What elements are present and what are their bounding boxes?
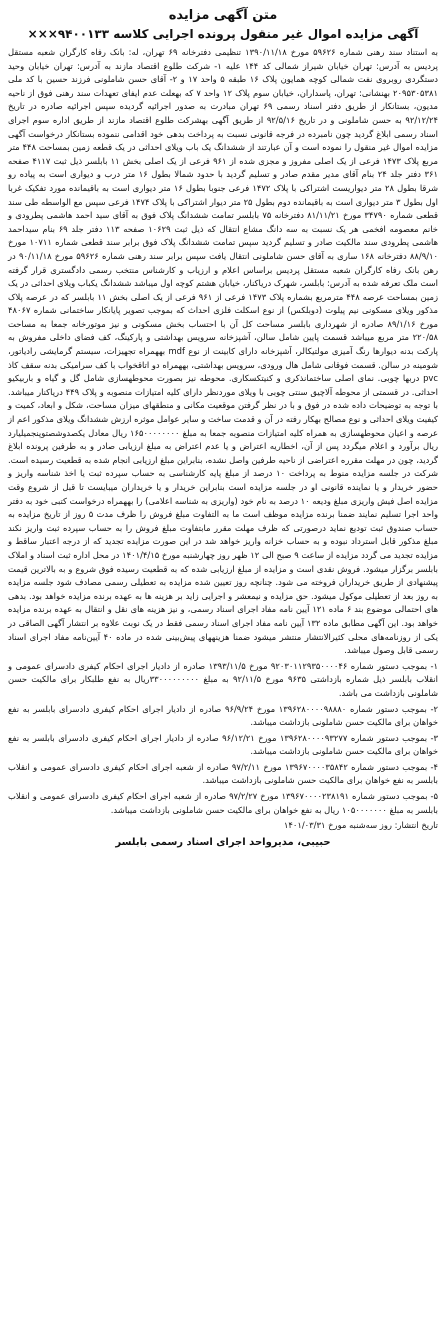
- note-item: ۳- بموجب دستور شماره ۱۳۹۶۲۸۰۰۰۰۹۳۲۷۷ مورخ ۹۶/۱۲/۲۱ صادره از دادیار اجرای احکام کیفری دادسرای بابلسر به نفع خواهان برای مالکیت حسن شاملونی بازداشت میباشد.: [8, 732, 439, 757]
- note-item: ۱- بموجب دستور شماره ۹۲۰۳۰۱۱۲۹۳۵۰۰۰۰۴۶ مورخ ۱۳۹۳/۱۱/۵ صادره از دادیار اجرای احکام کیفری دادسرای عمومی و انقلاب بابلسر ذیل شماره بازداشتی ۹۶۳۵ مورخ ۹۲/۱۱/۵ به مبلغ ۳۳۰۰۰۰۰۰۰۰۰ریال به نفع طلبکار برای مالکیت حسن شاملونی بازداشت می باشد.: [8, 660, 439, 698]
- notice-heading: متن آگهی مزایده: [168, 8, 278, 23]
- body-paragraph: به استناد سند رهنی شماره ۵۹۶۲۶ مورخ ۱۳۹۰/۱۱/۱۸ تنظیمی دفترخانه ۶۹ تهران، له: بانک رفاه کارگران شعبه مستقل پردیس به آدرس: تهران خیابان شیراز شمالی کد ۱۴۴ علیه ۱- شرکت طلوع اقتصاد مازند به آدرس: تهران خیابان وحید دستگردی روبروی نفت شمالی کوچه همایون پلاک ۱۶ طبقه ۵ واحد ۱۷ و ۲- آقای حسن شاملونی فرزند حسین با کد ملی ۲۰۹۵۳۰۵۳۸۱ بهنشانی: تهران، پاسداران، خیابان سوم پلاک ۱۲ واحد ۷ که بهعلت عدم ایفای تعهدات سند رهنی فوق از ناحیه مدیون، بستانکار از طریق دفتر اسناد رسمی ۶۹ تهران مبادرت به صدور اجرائیه گردیده سپس اجرائیه صادره در تاریخ ۹۲/۱۲/۲۴ به حسن شاملونی و در تاریخ ۹۲/۵/۱۶ از طریق آگهی بهشرکت طلوع اقتصاد مازند از طریق اداره سوم اجرای اسناد رسمی ابلاغ گردید چون نامبرده در فرجه قانونی نسبت به پرداخت بدهی خود اقدامی ننموده بستانکار درخواست آگهی مزایده اموال غیر منقول را نموده است و آن عبارتند از ششدانگ یک باب ویلای احداثی در یک قطعه زمین بمساحت ۴۴۸ متر مربع پلاک ۱۴۷۳ فرعی از یک اصلی مفروز و مجزی شده از ۹۶۱ فرعی از یک اصلی بخش ۱۱ بابلسر ذیل ثبت ۴۱۱۷ صفحه ۳۶۱ دفتر جلد ۲۴ بنام آقای مدیر مقدم صادر و تسلیم گردید با حدود شمالا بطول ۱۶ متر درب و دیواری است به پیاده رو شرقا بطول ۲۸ متر دیواریست اشتراکی با پلاک ۱۴۷۲ فرعی جنوبا بطول ۱۶ متر دیواری است به باقیمانده مورد تفکیک غربا اول بطول ۳ متر دیواری است به باقیمانده دوم بطول ۲۵ متر دیوار اشتراکی با پلاک ۱۴۷۴ فرعی سپس مع الواسطه طی سند قطعی شماره ۳۴۷۹۰ مورخ ۸۱/۱۱/۲۱ دفترخانه ۷۵ بابلسر تمامت ششدانگ پلاک فوق به آقای سید احمد هاشمی پطرودی و خانم معصومه افخمی هر یک نسبت به سه دانگ مشاع انتقال که ذیل ثبت ۱۰۶۲۹ صفحه ۱۱۳ دفتر جلد ۶۹ بنام سیداحمد هاشمی پطرودی سند مالکیت صادر و تسلیم گردید سپس تمامت ششدانگ پلاک فوق برابر سند قطعی شماره ۱۰۷۱۱ مورخ ۸۸/۹/۱۰ دفترخانه ۱۶۸ ساری به آقای حسن شاملونی انتقال یافت سپس برابر سند رهنی شماره ۵۹۶۲۶ مورخ ۹۰/۱۱/۱۸ در رهن بانک رفاه کارگران شعبه مستقل پردیس براساس اعلام و ارزیاب و کارشناس منتخب رسمی دادگستری قرار گرفته است ملک تعرفه شده به آدرس: بابلسر، شهرک دریاکنار، خیابان هشتم کوچه اول میباشد ششدانگ یکباب ویلای احداثی در یک زمین بمساحت عرصه ۴۴۸ مترمربع بشماره پلاک ۱۴۷۳ فرعی از ۹۶۱ فرعی از یک اصلی بخش ۱۱ بابلسر که در عرصه پلاک مذکور ویلای مسکونی نیم پیلوت (دوبلکس) از نوع اسکلت فلزی احداث که بموجب تصویر پایانکار ساختمانی شماره ۴۸۰۶۷ مورخ ۸۹/۱/۱۶ صادره از شهرداری بابلسر مساحت کل آن با احتساب بخش مسکونی و نیز موتورخانه جمعا به مساحت ۲۲۰/۵۸ متر مربع میباشد قسمت پایین شامل سالن، آشپزخانه سرویس بهداشتی و پارکینگ، کف فضای داخلی مفروش به پارکت بدنه دیوارها رنگ آمیزی مولتیکالر، آشپزخانه دارای کابینت از نوع mdf بههمراه تجهیزات، سیستم گرمایشی رادیاتور، شومینه در سالن. قسمت فوقانی شامل هال ورودی، سرویس بهداشتی، بههمراه دو اتاقخواب با کف سرامیکی بدنه سقف کاذ pvc دربها چوبی. نمای اصلی ساختمانذکری و کنیتکسکاری. محوطه نیز بصورت محوطهسازی شامل گل و گیاه و باربیکیو احداثی. در قسمتی از محوطه آلاچیق سنتی چوبی با ویلای موردنظر دارای کلیه امتیازات منصوبه و پلاک ۴۴۹ دریاکنار میباشد. با توجه به توضیحات داده شده در فوق و با در نظر گرفتن موقعیت مکانی و منطقهای میزان مساحت، شکل و ابعاد، کمیت و کیفیت ویلای احداثی و نوع مصالح بهکار رفته در آن و قدمت ساخت و سایر عوامل موثره ارزش ششدانگ ویلای مذکور اعم از عرصه و اعیان محوطهسازی به همراه کلیه امتیازات منصوبه جمعا به مبلغ ۱۶۵۰۰۰۰۰۰۰۰ ریال معادل یکصدوشصتوپنجمیلیارد ریال برآورد و اعلام میگردد پس از آن، اخطاریه اعتراض و یا عدم اعتراض به مبلغ ارزیابی صادر و به طرفین پرونده ابلاغ گردید، چون در مهلت مقرره اعتراضی از ناحیه طرفین واصل نشده، بنابراین مبلغ ارزیابی انجام شده به قطعیت رسیده است. شرکت در جلسه مزایده منوط به پرداخت ۱۰ درصد از مبلغ پایه کارشناسی به حساب سپرده ثبت یا اخذ شناسه واریز و حضور خریدار و یا نماینده قانونی او در جلسه مزایده است بنابراین خریدار و یا خریداران میبایست تا قبل از شروع وقت مزایده اصل فیش واریزی مبلغ ودیعه ۱۰ درصد به نام خود (واریزی به شناسه اعلامی) را بههمراه درخواست کتبی خود به دفتر واحد اجرا تسلیم نمایند ضمنا برنده مزایده موظف است ما به التفاوت مبلغ فروش را ظرف مدت ۵ روز از تاریخ مزایده به حساب صندوق ثبت تودیع نماید درصورتی که ظرف مهلت مقرر مابتفاوت مبلغ فروش را به حساب سپرده ثبت واریز نکند مبلغ مذکور قابل استرداد نبوده و به حساب خزانه واریز خواهد شد در این صورت مزایده تجدید که از درجه اعتبار ساقط و مزایده تجدید می گردد مزایده از ساعت ۹ صبح الی ۱۲ ظهر روز چهارشنبه مورخ ۱۴۰۱/۴/۱۵ در محل اداره ثبت اسناد و املاک بابلسر برگزار میشود. فروش نقدی است و مزایده از مبلغ ارزیابی شده که به قطعیت رسیده فوق شروع و به بالاترین قیمت پیشنهادی از طریق خریداران فروخته می شود. چنانچه روز تعیین شده مزایده به تعطیلی رسمی مصادف شود جلسه مزایده به روز بعد از تعطیلی موکول میشود. حق مزایده و نیمعشر و اجرایی زاید بر هزینه ها به عهده برنده مزایده خواهد بود. بدهی های احتمالی موضوع بند ۶ ماده ۱۲۱ آیین نامه مفاد اجرای اسناد رسمی، و نیز هزینه های نقل و انتقال به عهده برنده مزایده خواهد بود. این آگهی مطابق ماده ۱۳۲ آیین نامه مفاد اجرای اسناد رسمی فقط در یک نوبت علاوه بر انتشار آگهی الصاقی در یکی از روزنامه‌های محلی کثیرالانتشار منتشر میشود ضمنا هزینههای پیش‌بینی شده در ماده ۴۰ آیین‌نامه مفاد اجرای اسناد رسمی قابل وصول میباشد.: [8, 47, 439, 656]
- note-item: ۵- بموجب دستور شماره ۱۳۹۶۷۰۰۰۰۲۳۸۱۹۱ مورخ ۹۷/۲/۲۷ صادره از شعبه اجرای احکام کیفری دادسرای عمومی و انقلاب بابلسر به مبلغ ۱۰۵۰۰۰۰۰۰۰ ریال به نفع خواهان برای مالکیت حسن شاملونی بازداشت میباشد.: [8, 791, 439, 815]
- publication-date: تاریخ انتشار: روز سه‌شنبه مورخ ۱۴۰۱/۰۳/۳۱: [283, 820, 438, 831]
- note-item: ۴- بموجب دستور شماره ۱۳۹۶۷۰۰۰۰۳۵۸۴۲ مورخ ۹۷/۲/۱۱ صادره از شعبه اجرای احکام کیفری دادسرای عمومی و انقلاب بابلسر به نفع خواهان برای مالکیت حسن شاملونی بازداشت میباشد.: [8, 761, 439, 786]
- notice-body: [8, 46, 438, 658]
- auction-notice: [8, 8, 438, 1323]
- note-item: ۲- بموجب دستور شماره ۱۳۹۶۲۸۰۰۰۰۹۸۸۸۰ مورخ ۹۶/۹/۲۴ صادره از دادیار اجرای احکام کیفری دادسرای بابلسر به نفع خواهان برای مالکیت حسن شاملونی بازداشت میباشد.: [8, 703, 439, 728]
- attachment-notes: [8, 660, 438, 818]
- signature: حبیبی، مدیرواحد اجرای اسناد رسمی بابلسر: [115, 836, 331, 848]
- notice-subheading: آگهی مزایده اموال غیر منقول پرونده اجرایی کلاسه ۹۴۰۰۱۳۳×××: [27, 27, 419, 41]
